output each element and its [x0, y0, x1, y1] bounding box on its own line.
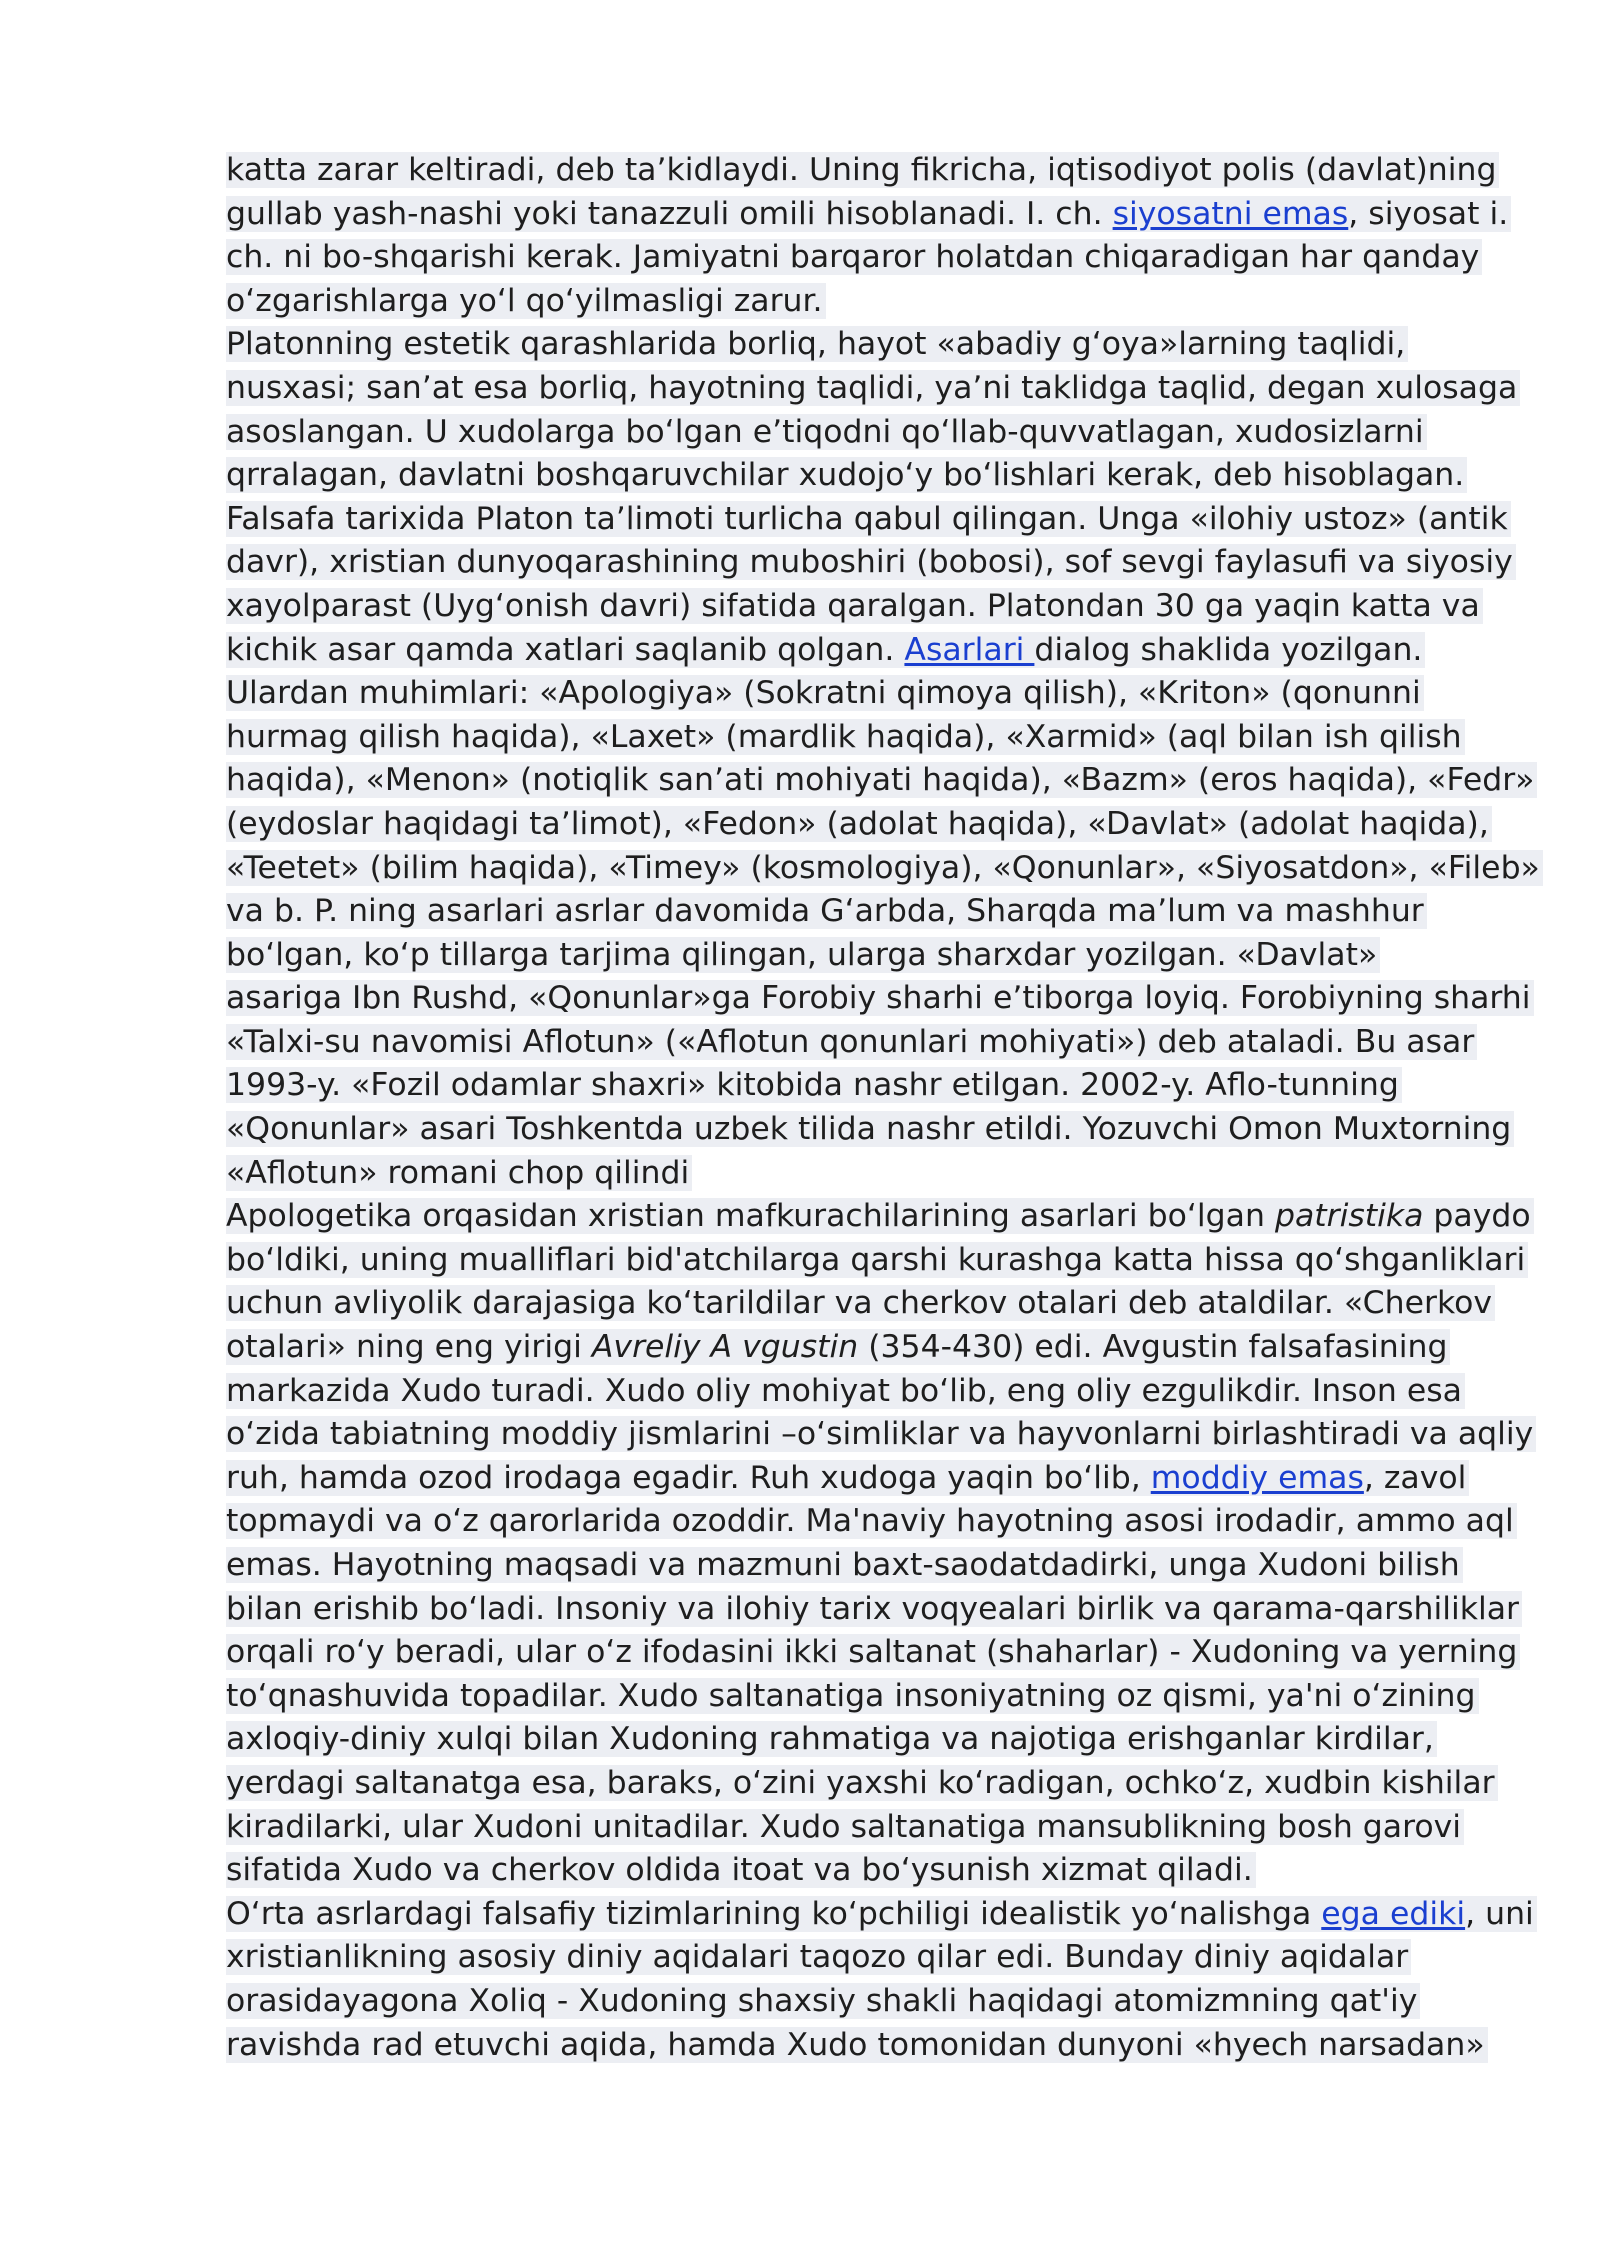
link-asarlari[interactable]: Asarlari [904, 631, 1035, 668]
text-line [226, 1108, 1512, 1152]
text-line [226, 1064, 1478, 1108]
text-line [226, 977, 1531, 1021]
line-text: kiradilarki, ular Xudoni unitadilar. Xudo saltanatiga mansublikning bosh garovi [226, 1809, 1464, 1845]
text-line [226, 1239, 1526, 1283]
line-text: yerdagi saltanatga esa, baraks, o‘zini yaxshi ko‘radigan, ochko‘z, xudbin kishilar [226, 1765, 1498, 1801]
line-text: otalari» ning eng yirigi Avreliy A vgustin (354-430) edi. Avgustin falsafasining [226, 1329, 1450, 1365]
text-line [226, 1544, 1478, 1588]
text-line [226, 236, 1478, 280]
line-text: Platonning estetik qarashlarida borliq, hayot «abadiy g‘oya»larning taqlidi, [226, 326, 1408, 362]
text-line [226, 1980, 1478, 2024]
text-line [226, 890, 1478, 934]
text-line [226, 541, 1513, 585]
line-text: topmaydi va o‘z qarorlarida ozoddir. Ma'naviy hayotning asosi irodadir, ammo aql [226, 1503, 1517, 1539]
line-text: qrralagan, davlatni boshqaruvchilar xudojo‘y bo‘lishlari kerak, deb hisoblagan. [226, 457, 1467, 493]
line-text: gullab yash-nashi yoki tanazzuli omili hisoblanadi. I. ch. siyosatni emas, siyosat i. [226, 196, 1511, 232]
line-text: o‘zida tabiatning moddiy jismlarini –o‘simliklar va hayvonlarni birlashtiradi va aqliy [226, 1416, 1536, 1452]
line-text: bilan erishib bo‘ladi. Insoniy va ilohiy tarix voqyealari birlik va qarama-qarshiliklar [226, 1591, 1522, 1627]
line-text: xristianlikning asosiy diniy aqidalari taqozo qilar edi. Bunday diniy aqidalar [226, 1939, 1411, 1975]
text-line [226, 759, 1535, 803]
line-text: o‘zgarishlarga yo‘l qo‘yilmasligi zarur. [226, 283, 826, 319]
text-line [226, 1326, 1478, 1370]
text-line [226, 1195, 1531, 1239]
line-text: O‘rta asrlardagi falsafiy tizimlarining ko‘pchiligi idealistik yo‘nalishga ega ediki, uni [226, 1896, 1537, 1932]
line-text: (eydoslar haqidagi ta’limot), «Fedon» (adolat haqida), «Davlat» (adolat haqida), [226, 806, 1492, 842]
line-text: orasidayagona Xoliq - Xudoning shaxsiy shakli haqidagi atomizmning qat'iy [226, 1983, 1420, 2019]
line-text: asoslangan. U xudolarga bo‘lgan e’tiqodni qo‘llab-quvvatlagan, xudosizlarni [226, 414, 1427, 450]
text-line [226, 672, 1478, 716]
text-line [226, 323, 1478, 367]
text-line [226, 1021, 1478, 1065]
line-text: katta zarar keltiradi, deb ta’kidlaydi. Uning fikricha, iqtisodiyot polis (davlat)ning [226, 152, 1499, 188]
text-line [226, 1631, 1518, 1675]
line-text: sifatida Xudo va cherkov oldida itoat va bo‘ysunish xizmat qiladi. [226, 1852, 1256, 1888]
text-line [226, 454, 1478, 498]
text-line [226, 1413, 1534, 1457]
text-line [226, 1893, 1534, 1937]
text-line [226, 498, 1508, 542]
text-line [226, 1849, 1478, 1893]
line-text: bo‘lgan, ko‘p tillarga tarjima qilingan, ularga sharxdar yozilgan. «Davlat» [226, 937, 1380, 973]
line-text: ch. ni bo-shqarishi kerak. Jamiyatni barqaror holatdan chiqaradigan har qanday [226, 239, 1482, 275]
line-text: kichik asar qamda xatlari saqlanib qolgan. Asarlari dialog shaklida yozilgan. [226, 632, 1425, 668]
text-line [226, 585, 1478, 629]
italic-term: patristika [1274, 1198, 1424, 1235]
link-moddiy-emas[interactable]: moddiy emas [1150, 1459, 1364, 1496]
line-text: «Teetet» (bilim haqida), «Timey» (kosmologiya), «Qonunlar», «Siyosatdon», «Fileb» [226, 850, 1543, 886]
text-line [226, 1588, 1519, 1632]
line-text: Falsafa tarixida Platon ta’limoti turlicha qabul qilingan. Unga «ilohiy ustoz» (antik [226, 501, 1511, 537]
link-ega-ediki[interactable]: ega ediki [1321, 1895, 1466, 1932]
text-line [226, 1718, 1478, 1762]
line-text: Apologetika orqasidan xristian mafkurachilarining asarlari bo‘lgan patristika paydo [226, 1198, 1534, 1234]
line-text: «Aflotun» romani chop qilindi [226, 1155, 692, 1191]
text-line [226, 629, 1478, 673]
line-text: bo‘ldiki, uning mualliflari bid'atchilarga qarshi kurashga katta hissa qo‘shganliklari [226, 1242, 1528, 1278]
text-line [226, 149, 1497, 193]
line-text: «Qonunlar» asari Toshkentda uzbek tilida nashr etildi. Yozuvchi Omon Muxtorning [226, 1111, 1514, 1147]
text-line [226, 1282, 1492, 1326]
line-text: davr), xristian dunyoqarashining muboshiri (bobosi), sof sevgi faylasufi va siyosiy [226, 544, 1516, 580]
text-line [226, 1500, 1514, 1544]
line-text: ravishda rad etuvchi aqida, hamda Xudo tomonidan dunyoni «hyech narsadan» [226, 2027, 1488, 2063]
text-line [226, 280, 1478, 324]
line-text: axloqiy-diniy xulqi bilan Xudoning rahmatiga va najotiga erishganlar kirdilar, [226, 1721, 1437, 1757]
text-line [226, 411, 1478, 455]
link-siyosatni-emas[interactable]: siyosatni emas [1112, 195, 1349, 232]
text-line [226, 1936, 1478, 1980]
text-line [226, 847, 1540, 891]
text-line [226, 934, 1478, 978]
line-text: xayolparast (Uyg‘onish davri) sifatida qaralgan. Platondan 30 ga yaqin katta va [226, 588, 1483, 624]
line-text: «Talxi-su navomisi Aflotun» («Aflotun qonunlari mohiyati») deb ataladi. Bu asar [226, 1024, 1477, 1060]
text-line [226, 716, 1478, 760]
text-line [226, 1457, 1478, 1501]
italic-name: Avreliy A vgustin [591, 1329, 859, 1366]
text-line [226, 193, 1509, 237]
document-body [226, 149, 1540, 2067]
text-line [226, 1152, 1478, 1196]
line-text: orqali ro‘y beradi, ular o‘z ifodasini ikki saltanat (shaharlar) - Xudoning va yerning [226, 1634, 1520, 1670]
line-text: nusxasi; san’at esa borliq, hayotning taqlidi, ya’ni taklidga taqlid, degan xulosaga [226, 370, 1520, 406]
line-text: uchun avliyolik darajasiga ko‘tarildilar va cherkov otalari deb ataldilar. «Cherkov [226, 1285, 1495, 1321]
text-line [226, 1370, 1478, 1414]
text-line [226, 1806, 1478, 1850]
line-text: Ulardan muhimlari: «Apologiya» (Sokratni qimoya qilish), «Kriton» (qonunni [226, 675, 1424, 711]
line-text: asariga Ibn Rushd, «Qonunlar»ga Forobiy sharhi e’tiborga loyiq. Forobiyning sharhi [226, 980, 1534, 1016]
text-line [226, 2024, 1485, 2068]
line-text: ruh, hamda ozod irodaga egadir. Ruh xudoga yaqin bo‘lib, moddiy emas, zavol [226, 1460, 1469, 1496]
line-text: markazida Xudo turadi. Xudo oliy mohiyat bo‘lib, eng oliy ezgulikdir. Inson esa [226, 1373, 1465, 1409]
text-line [226, 803, 1489, 847]
line-text: 1993-y. «Fozil odamlar shaxri» kitobida nashr etilgan. 2002-y. Aflo-tunning [226, 1067, 1402, 1103]
line-text: hurmag qilish haqida), «Laxet» (mardlik haqida), «Xarmid» (aql bilan ish qilish [226, 719, 1465, 755]
line-text: va b. P. ning asarlari asrlar davomida G‘arbda, Sharqda ma’lum va mashhur [226, 893, 1427, 929]
text-line [226, 367, 1518, 411]
text-line [226, 1675, 1478, 1719]
line-text: haqida), «Menon» (notiqlik san’ati mohiyati haqida), «Bazm» (eros haqida), «Fedr» [226, 762, 1537, 798]
text-line [226, 1762, 1495, 1806]
line-text: emas. Hayotning maqsadi va mazmuni baxt-saodatdadirki, unga Xudoni bilish [226, 1547, 1463, 1583]
line-text: to‘qnashuvida topadilar. Xudo saltanatiga insoniyatning oz qismi, ya'ni o‘zining [226, 1678, 1479, 1714]
